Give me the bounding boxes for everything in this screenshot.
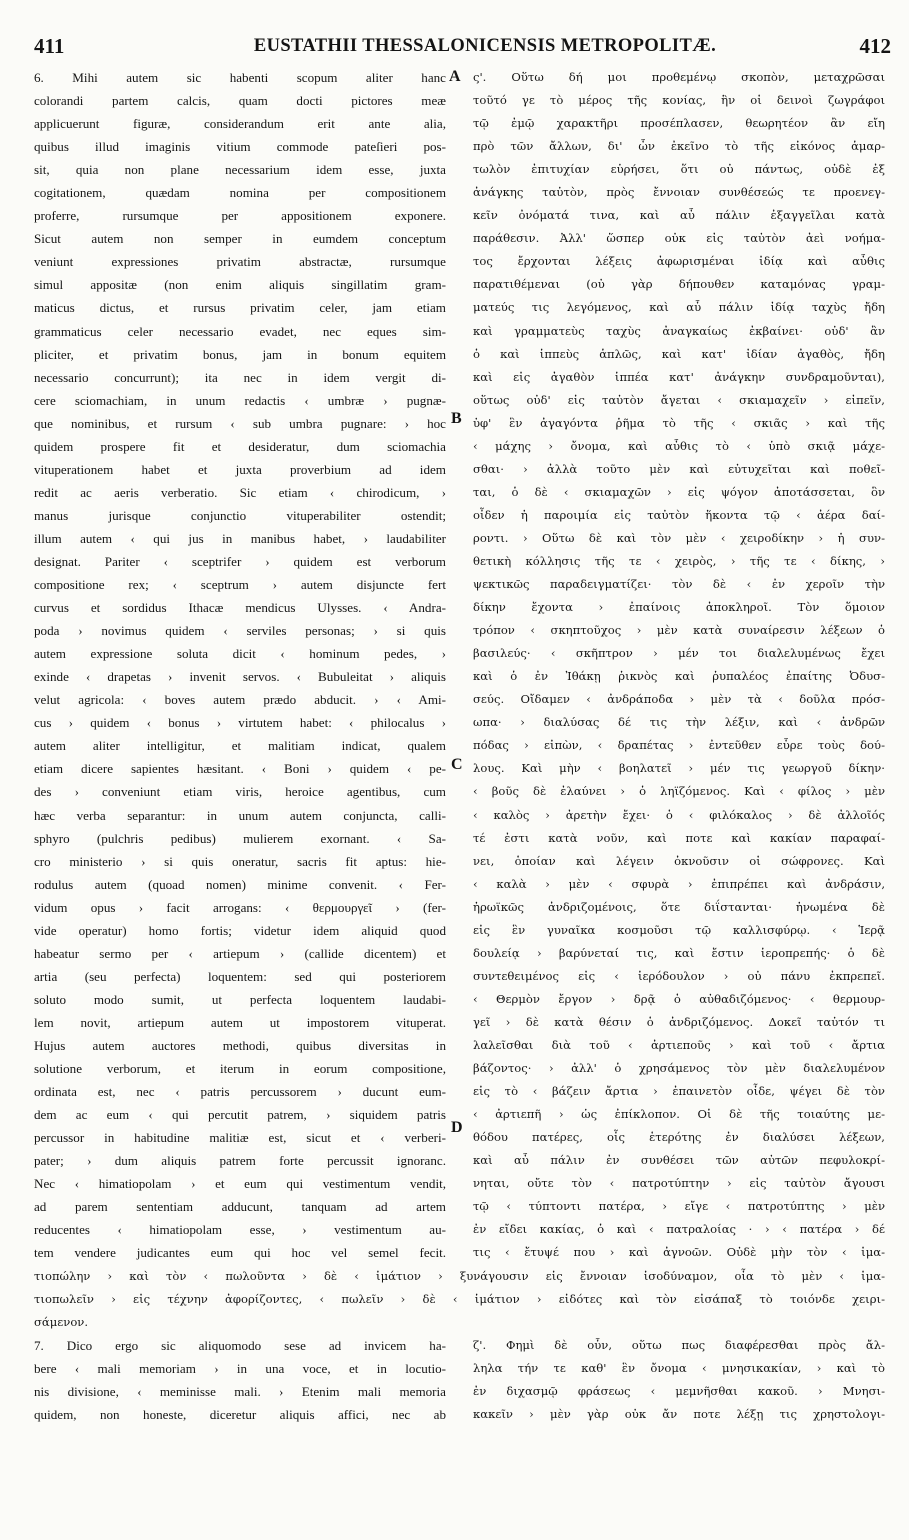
text-line: necessario concurrunt); ita nec in idem vergit di-: [34, 369, 446, 385]
text-line: ‹ καλὰ › μὲν ‹ σφυρὰ › ἐπιπρέπει καὶ ἀνδράσιν,: [473, 876, 885, 891]
section-marker-d: D: [451, 1119, 463, 1136]
full-width-lines: [34, 1265, 885, 1334]
text-line: designat. Pariter ‹ sceptrifer › quidem est verborum: [34, 553, 446, 569]
page-number-left: 411: [34, 34, 65, 58]
text-line: cus › quidem ‹ bonus › virtutem habet: ‹ philocalus ›: [34, 715, 446, 731]
text-line: τιοπωλεῖν › εἰς τέχνην ἀφορίζοντες, ‹ πωλεῖν › δὲ ‹ ἱμάτιον › εἰδότες καὶ τὸν εἰσάπαξ τὸ τοιόνδε χειρι-: [34, 1291, 885, 1306]
text-line: quibus illud imaginis vitium commode pateſieri pos-: [34, 139, 446, 155]
text-line: καὶ αὖ πάλιν ἐν συνθέσει τῶν αὐτῶν πεφυλοκρί-: [473, 1153, 885, 1168]
text-line: dem ac eum ‹ qui percutit patrem, › siquidem patris: [34, 1107, 446, 1123]
text-line: quidem prospere fit et desideratur, dum sciomachia: [34, 438, 446, 454]
text-line: reducentes ‹ himatiopolam esse, › vestimentum au-: [34, 1222, 446, 1238]
text-line: manus jurisque conjunctio vituperabiliter ostendit;: [34, 507, 446, 523]
text-line: colorandi partem calcis, quam docti pictores meæ: [34, 93, 446, 109]
text-line: percussor in habitudine malitiæ est, sicut et ‹ verberi-: [34, 1130, 446, 1146]
text-line: παράθεσιν. Ἀλλ' ὥσπερ οὐκ εἰς ταὐτὸν ἀεὶ νοήμα-: [473, 231, 885, 246]
text-line: ωπα· › διαλύσας δέ τις τὴν λέξιν, καὶ ‹ ἀνδρῶν: [473, 715, 885, 730]
text-line: bere ‹ mali memoriam › in una voce, et in locutio-: [34, 1360, 446, 1376]
text-line: etiam dicere sapientes hæsitant. ‹ Boni › quidem ‹ pe-: [34, 761, 446, 777]
text-line: exinde ‹ drapetas › invenit servos. ‹ Bubuleitat › aliquis: [34, 669, 446, 685]
text-line: ματεύς τις λεγόμενος, καὶ αὖ πάλιν ἰδίᾳ ταχὺς ἤδη: [473, 300, 885, 315]
text-line: 6. Mihi autem sic habenti scopum aliter hanc: [34, 70, 446, 85]
text-line: applicuerunt figuræ, considerandum erit ante alia,: [34, 116, 446, 132]
text-line: maticus dictus, et rursus privatim celer, jam etiam: [34, 300, 446, 316]
text-line: ἡρωϊκῶς ἀνδριζομένοις, ὅτε διΐστανται· ἡνωμένα δὲ: [473, 899, 885, 914]
text-line: ad parem sententiam adducunt, tanquam ad artem: [34, 1199, 446, 1215]
text-line: grammaticus celer necessario evadet, nec eques sim-: [34, 323, 446, 339]
text-line: que nominibus, et rursum ‹ sub umbra pugnare: › hoc: [34, 415, 446, 431]
text-line: proferre, rursumque per appositionem exponere.: [34, 208, 446, 224]
text-line: κακεῖν › μὲν γὰρ οὐκ ἄν ποτε λέξῃ τις χρηστολογι-: [473, 1406, 885, 1421]
text-line: οἶδεν ἡ παροιμία εἰς ταὐτὸν ἥκοντα τῷ ‹ ἀέρα δαί-: [473, 507, 885, 522]
text-line: ἐν διχασμῷ φράσεως ‹ μεμνῆσθαι κακοῦ. › Μνησι-: [473, 1383, 885, 1398]
text-line: καὶ ὁ ἐν Ἰθάκῃ ῥικνὸς καὶ ῥυπαλέος ἐπαίτης Ὀδυσ-: [473, 669, 885, 684]
text-line: ψεκτικῶς παραδειγματίζει· τὸν δὲ ‹ ἐν χεροῖν τὴν: [473, 577, 885, 592]
section-marker-c: C: [451, 756, 463, 773]
latin-column: [34, 66, 446, 1426]
text-line: τωλὸν ἐπιτυχίαν εὑρήσει, ὅτι οὐ πάντως, οὐδὲ ἐξ: [473, 162, 885, 177]
text-line: λους. Καὶ μὴν ‹ βοηλατεῖ › μέν τις γεωργοῦ δίκην·: [473, 761, 885, 776]
text-line: ται, ὁ δὲ ‹ σκιαμαχῶν › εἰς ψόγον ἀποτάσσεται, ὃν: [473, 484, 885, 499]
text-line: λαλεῖσθαι διὰ τοῦ ‹ ἀρτιεποῦς › καὶ τοῦ ‹ ἄρτια: [473, 1037, 885, 1052]
text-line: tem vendere judicantes eum qui hoc vel semel fecit.: [34, 1245, 446, 1261]
text-line: poda › novimus quidem ‹ serviles personas; › si quis: [34, 623, 446, 639]
text-line: illum autem ‹ qui jus in manibus habet, › laudabiliter: [34, 530, 446, 546]
text-line: ‹ μάχης › ὄνομα, καὶ αὖθις τὸ ‹ ὑπὸ σκιᾷ μάχε-: [473, 438, 885, 453]
text-line: sit, quia non plane necessarium idem esse, juxta: [34, 162, 446, 178]
text-line: habeatur sermo per ‹ artiepum › (callide dicentem) et: [34, 945, 446, 961]
text-line: πρὸ τῶν ἄλλων, δι' ὧν ἐκεῖνο τὸ τῆς εἰκόνος ἁμαρ-: [473, 139, 885, 154]
text-line: hæc verba separantur: in unum autem conjuncta, calli-: [34, 807, 446, 823]
text-line: vide operatur) homo fortis; videtur idem aliquid quod: [34, 922, 446, 938]
text-line: βάζοντος· › ἀλλ' ὁ χρησάμενος τὸν μὲν διαλελυμένον: [473, 1061, 885, 1076]
text-line: τῷ ‹ τύπτοντι πατέρα, › εἴγε ‹ πατροτύπτης › μὲν: [473, 1199, 885, 1214]
text-line: ροντι. › Οὕτω δὲ καὶ τὸν μὲν ‹ χειροδίκην › ἡ συν-: [473, 530, 885, 545]
text-line: curvus et sordidus Ithacæ mendicus Ulysses. ‹ Andra-: [34, 600, 446, 616]
text-line: vidum opus › facit arrogans: ‹ θερμουργεῖ › (fer-: [34, 899, 446, 915]
text-line: ὑφ' ἓν ἀγαγόντα ῥῆμα τὸ τῆς ‹ σκιᾶς › καὶ τῆς: [473, 415, 885, 430]
text-line: τῷ ἐμῷ χαρακτῆρι προσέπλασεν, θεωρητέον ἂν εἴη: [473, 116, 885, 131]
text-line: Sicut autem non semper in eumdem conceptum: [34, 231, 446, 247]
text-line: νει, ὁποίαν καὶ λέγειν ὀκνοῦσιν οἱ σώφρονες. Καὶ: [473, 853, 885, 868]
text-line: ἀνάγκης ταὐτὸν, πρὸς ἔννοιαν συνθέσεώς τε προενεγ-: [473, 185, 885, 200]
text-line: τοῦτό γε τὸ μέρος τῆς κονίας, ἣν οἱ δεινοὶ ζωγράφοι: [473, 93, 885, 108]
greek-column: [473, 66, 885, 1426]
text-line: rodulus autem (quoad nomen) minime convenit. ‹ Fer-: [34, 876, 446, 892]
text-line: συντεθειμένος εἰς ‹ ἱερόδουλον › οὐ πάνυ ἐκπρεπεῖ.: [473, 968, 885, 983]
text-line: τις ‹ ἔτυψέ που › καὶ ἀγνοῶν. Οὐδὲ μὴν τὸν ‹ ἱμα-: [473, 1245, 885, 1260]
text-line: cogitationem, quædam nomina per compositionem: [34, 185, 446, 201]
text-line: σάμενον.: [34, 1314, 89, 1329]
text-line: καὶ εἰς ἀγαθὸν ἱππέα κατ' ἀνάγκην συνδραμοῦνται),: [473, 369, 885, 384]
text-line: βασιλεύς· ‹ σκῆπτρον › μέν τοι διαλελυμένως ἔχει: [473, 646, 885, 661]
text-line: θετικὴ κόλλησις τῆς τε ‹ χειρὸς, › τῆς τε ‹ δίκης, ›: [473, 553, 885, 568]
text-line: τος ἔρχονται λέξεις ἀφωρισμέναι ἰδίᾳ καὶ αὖθις: [473, 254, 885, 269]
text-line: σεύς. Οἴδαμεν ‹ ἀνδράποδα › μὲν τὰ ‹ δοῦλα πρόσ-: [473, 692, 885, 707]
text-line: Hujus autem auctores methodi, quibus diversitas in: [34, 1037, 446, 1053]
text-line: ordinata est, nec ‹ patris percussorem › ducunt eum-: [34, 1084, 446, 1100]
text-line: sphyro (pulchris pedibus) mulierem exornant. ‹ Sa-: [34, 830, 446, 846]
text-line: ‹ ἀρτιεπῆ › ὡς ἐπίκλοπον. Οἱ δὲ τῆς τοιαύτης με-: [473, 1107, 885, 1122]
text-line: ‹ Θερμὸν ἔργον › δρᾷ ὁ αὐθαδιζόμενος· ‹ θερμουρ-: [473, 991, 885, 1006]
text-line: ὁ καὶ ἱππεὺς ἁπλῶς, καὶ κατ' ἰδίαν ἀγαθὸς, ἤδη: [473, 346, 885, 361]
text-line: veniunt expressiones privatim abstractæ, rursumque: [34, 254, 446, 270]
text-line: παρατιθέμεναι (οὐ γὰρ δήπουθεν καταμόνας γραμ-: [473, 277, 885, 292]
text-line: lem novit, artiepum autem ut impostorem vituperat.: [34, 1014, 446, 1030]
text-line: δουλείᾳ › βαρύνεταί τις, καὶ ἔστιν ἱεροπρεπής· ὁ δὲ: [473, 945, 885, 960]
text-line: ‹ βοῦς δὲ ἐλαύνει › ὁ ληϊζόμενος. Καὶ ‹ φίλος › μὲν: [473, 784, 885, 799]
text-line: ‹ καλὸς › ἀρετὴν ἔχει· ὁ ‹ φιλόκαλος › δὲ ἀλλοῖός: [473, 807, 885, 822]
text-line: εἰς τὸ ‹ βάζειν ἄρτια › ἐπαινετὸν οἶδε, ψέγει δὲ τὸν: [473, 1084, 885, 1099]
text-line: cere sciomachiam, in unum redactis ‹ umbræ › pugnæ-: [34, 392, 446, 408]
running-title: EUSTATHII THESSALONICENSIS METROPOLITÆ.: [253, 36, 717, 56]
text-line: nis divisione, ‹ meminisse mali. › Etenim mali memoria: [34, 1383, 446, 1399]
text-line: πόδας › εἰπὼν, ‹ δραπέτας › ἐντεῦθεν εὗρε τοὺς δού-: [473, 738, 885, 753]
text-line: vituperationem habet et juxta proverbium ad idem: [34, 461, 446, 477]
section-marker-b: B: [451, 410, 462, 427]
text-line: Nec ‹ himatiopolam › et eum qui vestimentum vendit,: [34, 1176, 446, 1192]
text-line: ς'. Οὕτω δή μοι προθεμένῳ σκοπὸν, μεταχρῶσαι: [473, 70, 885, 84]
text-line: simul appositæ (non enim aliquis singillatim gram-: [34, 277, 446, 293]
text-line: κεῖν ὀνόματά τινα, καὶ αὖ πάλιν ἐξαγγεῖλαι κατὰ: [473, 208, 885, 223]
text-line: δίκην ἔχοντα › ἐπαίνοις ἀποκληροῖ. Τὸν ὅμοιον: [473, 600, 885, 615]
text-line: autem aliter intelligitur, et malitiam indicat, qualem: [34, 738, 446, 754]
text-line: artia (seu perfecta) loquentem: sed qui posteriorem: [34, 968, 446, 984]
text-line: soluto modo sumit, ut perfecta loquentem laudabi-: [34, 991, 446, 1007]
text-line: σθαι· › ἀλλὰ τοῦτο μὲν καὶ εὐτυχεῖται καὶ ποθεῖ-: [473, 461, 885, 476]
text-line: τρόπον ‹ σκηπτοῦχος › μὲν κατὰ συναίρεσιν λέξεων ὁ: [473, 623, 885, 638]
text-line: καὶ γραμματεὺς ταχὺς ἀναγκαίως ἐκβαίνει· οὐδ' ἂν: [473, 323, 885, 338]
text-line: γεῖ › δὲ κατὰ θέσιν ὁ ἀνδριζόμενος. Δοκεῖ ταὐτόν τι: [473, 1014, 885, 1029]
text-line: cro ministerio › si quis oneratur, sacris fit aptus: hie-: [34, 853, 446, 869]
text-line: νηται, οὔτε τὸν ‹ πατροτύπτην › εἰς ταὐτὸν ἄγουσι: [473, 1176, 885, 1191]
text-line: ἐν εἴδει κακίας, ὁ καὶ ‹ πατραλοίας · › ‹ πατέρα › δέ: [473, 1222, 885, 1237]
text-line: pliciter, et privatim bonus, jam in bonum equitem: [34, 346, 446, 362]
page-number-right: 412: [859, 34, 891, 58]
section-marker-a: A: [449, 68, 461, 85]
text-line: εἰς ἓν γυναῖκα κοσμοῦσι τῷ καλλισφύρῳ. ‹ Ἱερᾷ: [473, 922, 885, 937]
text-line: ληλα τήν τε καθ' ἓν ὄνομα ‹ μνησικακίαν, › καὶ τὸ: [473, 1360, 885, 1375]
text-line: θόδου πατέρες, οἷς ἑτερότης ἐν διαλύσει λέξεων,: [473, 1130, 885, 1145]
text-line: quidem, non honeste, diceretur aliquis affici, nec ab: [34, 1406, 446, 1422]
running-header: [0, 34, 909, 60]
text-line: pater; › dum aliquis patrem forte percussit ignoranс.: [34, 1153, 446, 1169]
text-line: autem expressione soluta dicit ‹ hominum pedes, ›: [34, 646, 446, 662]
text-line: τέ ἐστι κατὰ νοῦν, καὶ ποτε καὶ κακίαν παραφαί-: [473, 830, 885, 845]
text-line: 7. Dico ergo sic aliquomodo sese ad invicem ha-: [34, 1337, 446, 1353]
text-line: ζ'. Φημὶ δὲ οὖν, οὕτω πως διαφέρεσθαι πρὸς ἄλ-: [473, 1337, 885, 1352]
text-line: οὕτως οὐδ' εἰς ταὐτὸν ἄγεται ‹ σκιαμαχεῖν › εἰπεῖν,: [473, 392, 885, 407]
text-line: compositione rex; ‹ sceptrum › autem disjuncte fert: [34, 577, 446, 593]
text-line: redit ac aeris verberatio. Sic etiam ‹ chirodicum, ›: [34, 484, 446, 500]
text-line: des › conveniunt etiam viris, heroice agentibus, cum: [34, 784, 446, 800]
text-line: τιοπώλην › καὶ τὸν ‹ πωλοῦντα › δὲ ‹ ἱμάτιον › ξυνάγουσιν εἰς ἔννοιαν ἰσοδύναμον, οἷα τὸ μὲν ‹ ἱμα-: [34, 1268, 885, 1283]
text-line: solutione verborum, et iterum in eorum compositione,: [34, 1061, 446, 1077]
text-line: velut agricola: ‹ boves autem prædo abducit. › ‹ Ami-: [34, 692, 446, 708]
